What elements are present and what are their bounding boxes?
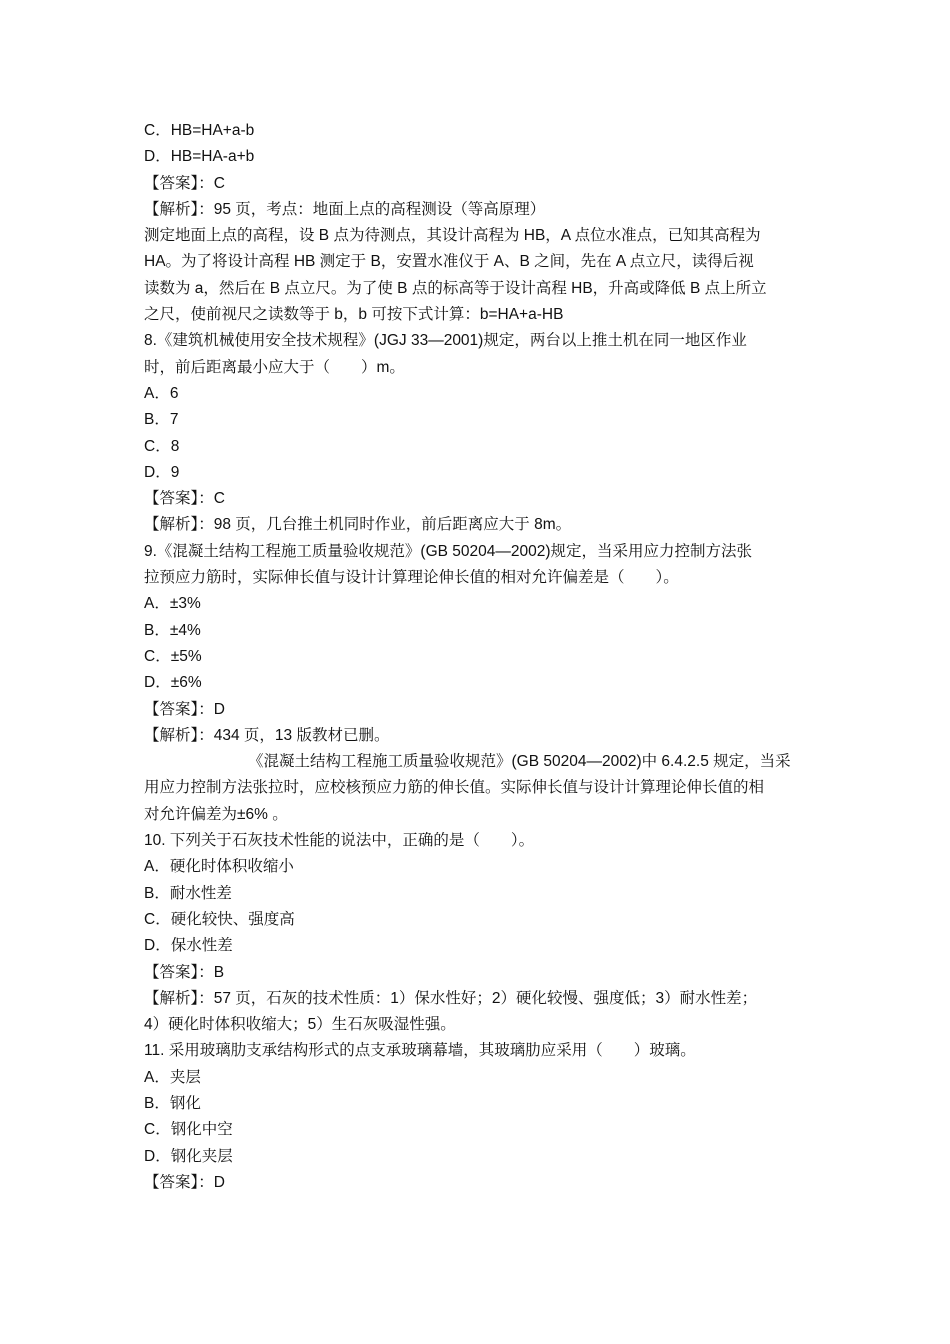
option-b-line: B．±4% [144, 621, 201, 639]
question-11-line: 11. 采用玻璃肋支承结构形式的点支承玻璃幕墙，其玻璃肋应采用（ ）玻璃。 [144, 1042, 696, 1060]
answer-line: 【答案】：D [144, 1173, 225, 1191]
analysis-line: 4）硬化时体积收缩大；5）生石灰吸湿性强。 [144, 1016, 456, 1034]
option-d-line: D．HB=HA-a+b [144, 148, 255, 166]
option-c-line: C．HB=HA+a-b [144, 122, 255, 139]
document-page [144, 118, 810, 1196]
question-9-line: 9.《混凝土结构工程施工质量验收规范》(GB 50204—2002)规定，当采用应力控制方法张 [144, 542, 753, 560]
paragraph-line: HA。为了将设计高程 HB 测定于 B，安置水准仪于 A、B 之间，先在 A 点立尺，读得后视 [144, 253, 754, 271]
option-d-line: D．钢化夹层 [144, 1147, 233, 1165]
option-d-line: D．±6% [144, 674, 202, 692]
answer-line: 【答案】：C [144, 490, 225, 508]
analysis-line: 【解析】：95 页，考点：地面上点的高程测设（等高原理） [144, 200, 546, 218]
question-10-line: 10. 下列关于石灰技术性能的说法中，正确的是（ ）。 [144, 832, 535, 850]
question-8-line: 8.《建筑机械使用安全技术规程》(JGJ 33—2001)规定，两台以上推土机在同一地区作业 [144, 332, 747, 350]
analysis-line: 【解析】：57 页，石灰的技术性质：1）保水性好；2）硬化较慢、强度低；3）耐水性差； [144, 989, 758, 1007]
analysis-line: 【解析】：98 页，几台推土机同时作业，前后距离应大于 8m。 [144, 516, 572, 534]
question-8-line: 时，前后距离最小应大于（ ）m。 [144, 358, 405, 376]
option-c-line: C．钢化中空 [144, 1121, 233, 1139]
paragraph-line: 用应力控制方法张拉时，应校核预应力筋的伸长值。实际伸长值与设计计算理论伸长值的相 [144, 779, 765, 797]
option-d-line: D．保水性差 [144, 937, 233, 955]
option-a-line: A．夹层 [144, 1068, 201, 1086]
option-b-line: B．耐水性差 [144, 884, 232, 902]
option-b-line: B．钢化 [144, 1094, 201, 1112]
question-9-line: 拉预应力筋时，实际伸长值与设计计算理论伸长值的相对允许偏差是（ ）。 [144, 569, 679, 587]
paragraph-line: 测定地面上点的高程，设 B 点为待测点，其设计高程为 HB，A 点位水准点，已知其高程为 [144, 227, 761, 245]
paragraph-line: 之尺，使前视尺之读数等于 b，b 可按下式计算：b=HA+a-HB [144, 306, 564, 324]
option-c-line: C．±5% [144, 647, 202, 665]
option-a-line: A．硬化时体积收缩小 [144, 858, 294, 876]
option-c-line: C．8 [144, 437, 180, 455]
option-c-line: C．硬化较快、强度高 [144, 910, 295, 928]
paragraph-line: 对允许偏差为±6% 。 [144, 805, 288, 823]
paragraph-line: 《混凝土结构工程施工质量验收规范》(GB 50204—2002)中 6.4.2.5 规定，当采 [248, 753, 791, 771]
paragraph-line: 读数为 a，然后在 B 点立尺。为了使 B 点的标高等于设计高程 HB，升高或降低 B 点上所立 [144, 279, 767, 297]
answer-line: 【答案】：D [144, 700, 225, 718]
answer-line: 【答案】：C [144, 174, 225, 192]
option-d-line: D．9 [144, 463, 180, 481]
option-a-line: A．6 [144, 384, 179, 402]
option-a-line: A．±3% [144, 595, 201, 613]
option-b-line: B．7 [144, 411, 179, 429]
analysis-line: 【解析】：434 页，13 版教材已删。 [144, 726, 390, 744]
answer-line: 【答案】：B [144, 963, 225, 981]
